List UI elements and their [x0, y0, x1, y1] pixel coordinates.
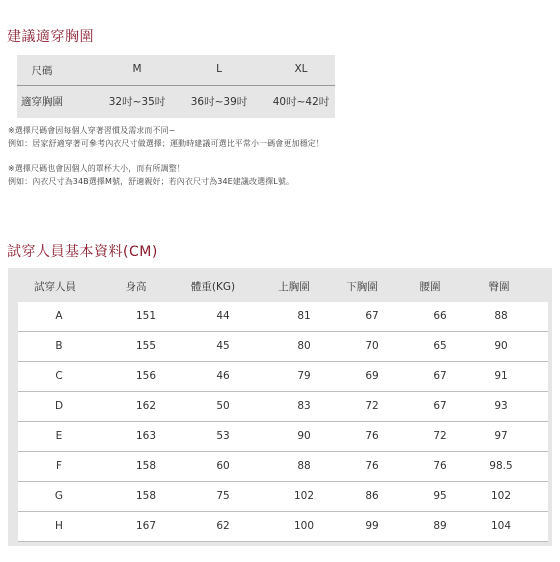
bust-range-m: 32吋~35吋: [108, 96, 166, 108]
cell-under-bust: 99: [365, 520, 379, 532]
cell-weight: 53: [216, 430, 230, 442]
cell-hip: 90: [494, 340, 508, 352]
cell-model: B: [55, 340, 63, 352]
cell-upper-bust: 79: [297, 370, 311, 382]
cell-under-bust: 76: [365, 430, 379, 442]
cell-upper-bust: 100: [293, 520, 315, 532]
bust-label: 適穿胸圍: [21, 96, 63, 108]
cell-model: D: [54, 400, 64, 412]
table-row: [18, 452, 548, 482]
cell-hip: 98.5: [489, 460, 513, 472]
cell-upper-bust: 90: [297, 430, 311, 442]
cell-height: 156: [135, 370, 157, 382]
cell-weight: 75: [216, 490, 230, 502]
cell-hip: 97: [494, 430, 508, 442]
cell-weight: 60: [216, 460, 230, 472]
row-divider: [18, 541, 548, 542]
cell-height: 158: [135, 460, 157, 472]
note-line: 例如：內衣尺寸為34B選擇M號，舒適親好；若內衣尺寸為34E建議改選擇L號。: [8, 177, 295, 186]
cell-under-bust: 67: [365, 310, 379, 322]
cell-weight: 44: [216, 310, 230, 322]
cell-under-bust: 76: [365, 460, 379, 472]
cell-height: 162: [135, 400, 157, 412]
model-section-title: 試穿人員基本資料(CM): [7, 244, 158, 260]
size-table-row: [17, 89, 335, 115]
cell-hip: 88: [494, 310, 508, 322]
cell-model: A: [55, 310, 63, 322]
cell-model: F: [55, 460, 63, 472]
cell-upper-bust: 88: [297, 460, 311, 472]
cell-upper-bust: 81: [297, 310, 311, 322]
cell-height: 167: [135, 520, 157, 532]
cell-waist: 72: [433, 430, 447, 442]
size-section-title: 建議適穿胸圍: [7, 29, 94, 45]
model-measurements-table: [8, 268, 552, 546]
size-header-l: L: [216, 63, 222, 75]
bust-range-xl: 40吋~42吋: [272, 96, 330, 108]
cell-height: 151: [135, 310, 157, 322]
cell-hip: 93: [494, 400, 508, 412]
cell-waist: 95: [433, 490, 447, 502]
bust-range-l: 36吋~39吋: [190, 96, 248, 108]
cell-hip: 91: [494, 370, 508, 382]
cell-height: 163: [135, 430, 157, 442]
table-row: [18, 392, 548, 422]
size-note-1: [8, 124, 324, 150]
cell-waist: 66: [433, 310, 447, 322]
cell-model: G: [54, 490, 64, 502]
cell-hip: 102: [490, 490, 512, 502]
size-table-divider: [17, 85, 335, 86]
table-row: [18, 362, 548, 392]
size-note-2: [8, 162, 294, 188]
cell-waist: 89: [433, 520, 447, 532]
table-row: [18, 332, 548, 362]
cell-waist: 67: [433, 400, 447, 412]
cell-hip: 104: [490, 520, 512, 532]
cell-weight: 46: [216, 370, 230, 382]
size-recommendation-table: [17, 55, 335, 118]
cell-under-bust: 70: [365, 340, 379, 352]
cell-model: H: [55, 520, 63, 532]
cell-waist: 76: [433, 460, 447, 472]
table-row: [18, 422, 548, 452]
header-model: 試穿人員: [34, 281, 76, 293]
cell-under-bust: 69: [365, 370, 379, 382]
cell-under-bust: 72: [365, 400, 379, 412]
table-row: [18, 302, 548, 332]
cell-weight: 45: [216, 340, 230, 352]
table-row: [18, 482, 548, 512]
cell-height: 155: [135, 340, 157, 352]
cell-upper-bust: 80: [297, 340, 311, 352]
table-row: [18, 512, 548, 542]
cell-weight: 62: [216, 520, 230, 532]
cell-height: 158: [135, 490, 157, 502]
size-header-xl: XL: [294, 63, 308, 75]
header-weight: 體重(KG): [190, 281, 236, 293]
header-height: 身高: [125, 281, 147, 293]
cell-model: C: [55, 370, 63, 382]
cell-waist: 67: [433, 370, 447, 382]
header-hip: 臀圍: [488, 281, 510, 293]
cell-model: E: [55, 430, 63, 442]
note-line: 例如：居家舒適穿著可參考內衣尺寸做選擇；運動時建議可選比平常小一碼會更加穩定！: [8, 139, 324, 148]
model-table-header-row: [8, 268, 552, 302]
header-under-bust: 下胸圍: [346, 281, 378, 293]
size-header-m: M: [132, 63, 142, 75]
cell-upper-bust: 83: [297, 400, 311, 412]
size-header-label: 尺碼: [31, 65, 53, 77]
cell-under-bust: 86: [365, 490, 379, 502]
cell-upper-bust: 102: [293, 490, 315, 502]
note-line: ※選擇尺碼也會因個人的罩杯大小，而有所調整！: [8, 164, 185, 173]
cell-weight: 50: [216, 400, 230, 412]
cell-waist: 65: [433, 340, 447, 352]
header-upper-bust: 上胸圍: [278, 281, 310, 293]
note-line: ※選擇尺碼會因每個人穿著習慣及需求而不同~: [8, 126, 176, 135]
header-waist: 腰圍: [419, 281, 441, 293]
size-table-header-row: [17, 58, 335, 84]
